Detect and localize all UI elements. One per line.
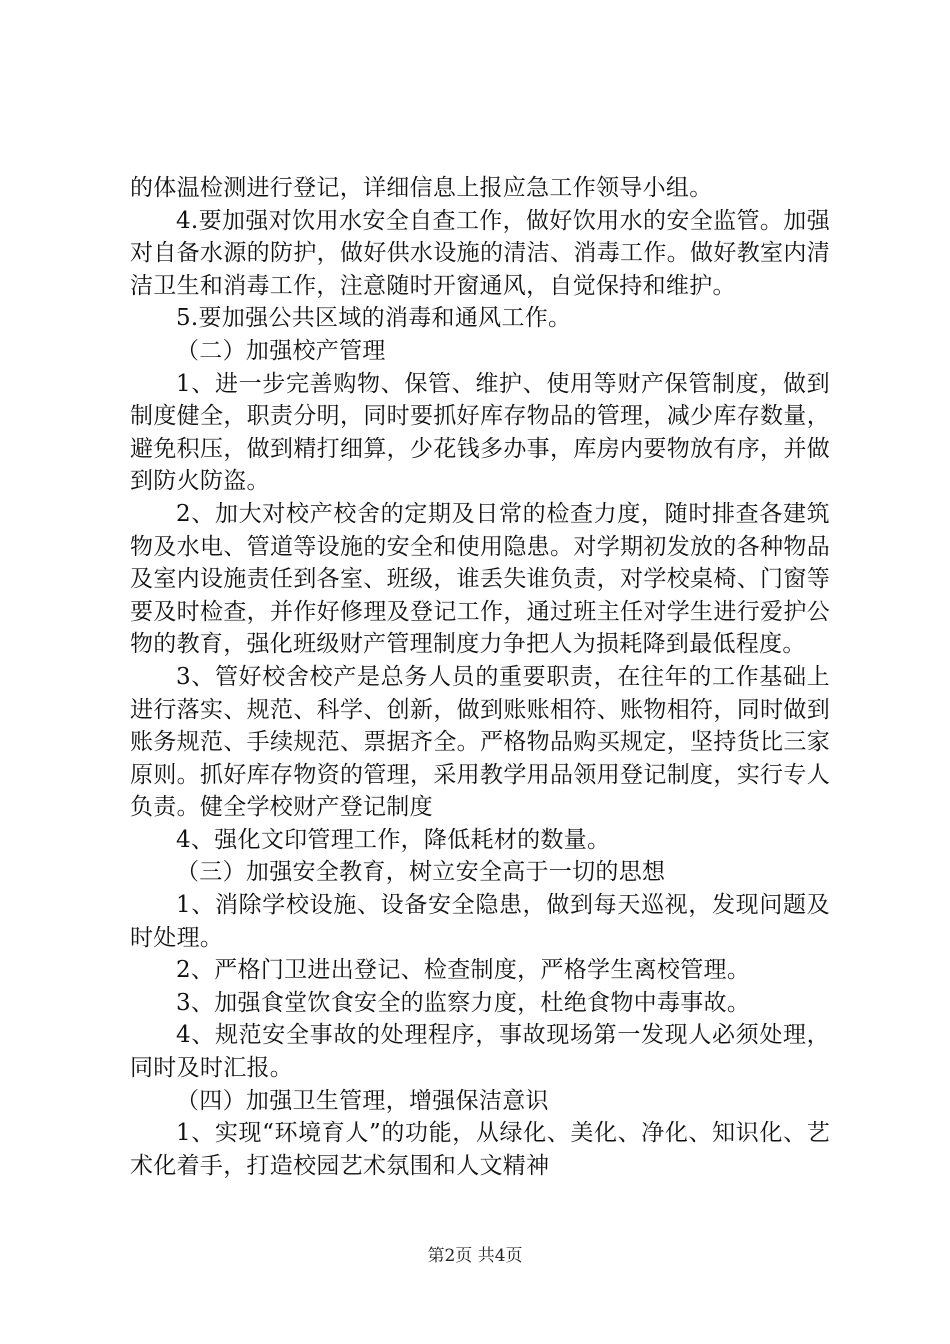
- paragraph: 4、强化文印管理工作，降低耗材的数量。: [176, 826, 611, 853]
- paragraph: 5.要加强公共区域的消毒和通风工作。: [176, 305, 572, 332]
- paragraph: 2、严格门卫进出登记、检查制度，严格学生离校管理。: [176, 957, 751, 984]
- document-body: [130, 172, 830, 1182]
- paragraph: 4.要加强对饮用水安全自查工作，做好饮用水的安全监管。加强对自备水源的防护，做好供水设施的清洁、消毒工作。做好教室内清洁卫生和消毒工作，注意随时开窗通风，自觉保持和维护。: [130, 207, 830, 299]
- section-heading: （二）加强校产管理: [176, 337, 386, 364]
- section-heading: （三）加强安全教育，树立安全高于一切的思想: [176, 859, 666, 886]
- paragraph: 1、消除学校设施、设备安全隐患，做到每天巡视，发现问题及时处理。: [130, 892, 830, 951]
- paragraph: 3、加强食堂饮食安全的监察力度，杜绝食物中毒事故。: [176, 989, 751, 1016]
- paragraph: 2、加大对校产校舍的定期及日常的检查力度，随时排查各建筑物及水电、管道等设施的安全和使用隐患。对学期初发放的各种物品及室内设施责任到各室、班级，谁丢失谁负责，对学校桌椅、门窗等要及时检查，并作好修理及登记工作，通过班主任对学生进行爱护公物的教育，强化班级财产管理制度力争把人为损耗降到最低程度。: [130, 500, 830, 658]
- paragraph: 的体温检测进行登记，详细信息上报应急工作领导小组。: [130, 175, 713, 201]
- page-number-footer: 第2页 共4页: [427, 1246, 523, 1266]
- paragraph: 4、规范安全事故的处理程序，事故现场第一发现人必须处理，同时及时汇报。: [130, 1022, 830, 1082]
- paragraph: 1、实现“环境育人”的功能，从绿化、美化、净化、知识化、艺术化着手，打造校园艺术氛围和人文精神: [130, 1120, 830, 1179]
- paragraph: 3、管好校舍校产是总务人员的重要职责，在往年的工作基础上进行落实、规范、科学、创新，做到账账相符、账物相符，同时做到账务规范、手续规范、票据齐全。严格物品购买规定，坚持货比三家原则。抓好库存物资的管理，采用教学用品领用登记制度，实行专人负责。健全学校财产登记制度: [130, 663, 830, 821]
- paragraph: 1、进一步完善购物、保管、维护、使用等财产保管制度，做到制度健全，职责分明，同时要抓好库存物品的管理，减少库存数量，避免积压，做到精打细算，少花钱多办事，库房内要物放有序，并做到防火防盗。: [130, 370, 830, 495]
- section-heading: （四）加强卫生管理，增强保洁意识: [176, 1087, 549, 1114]
